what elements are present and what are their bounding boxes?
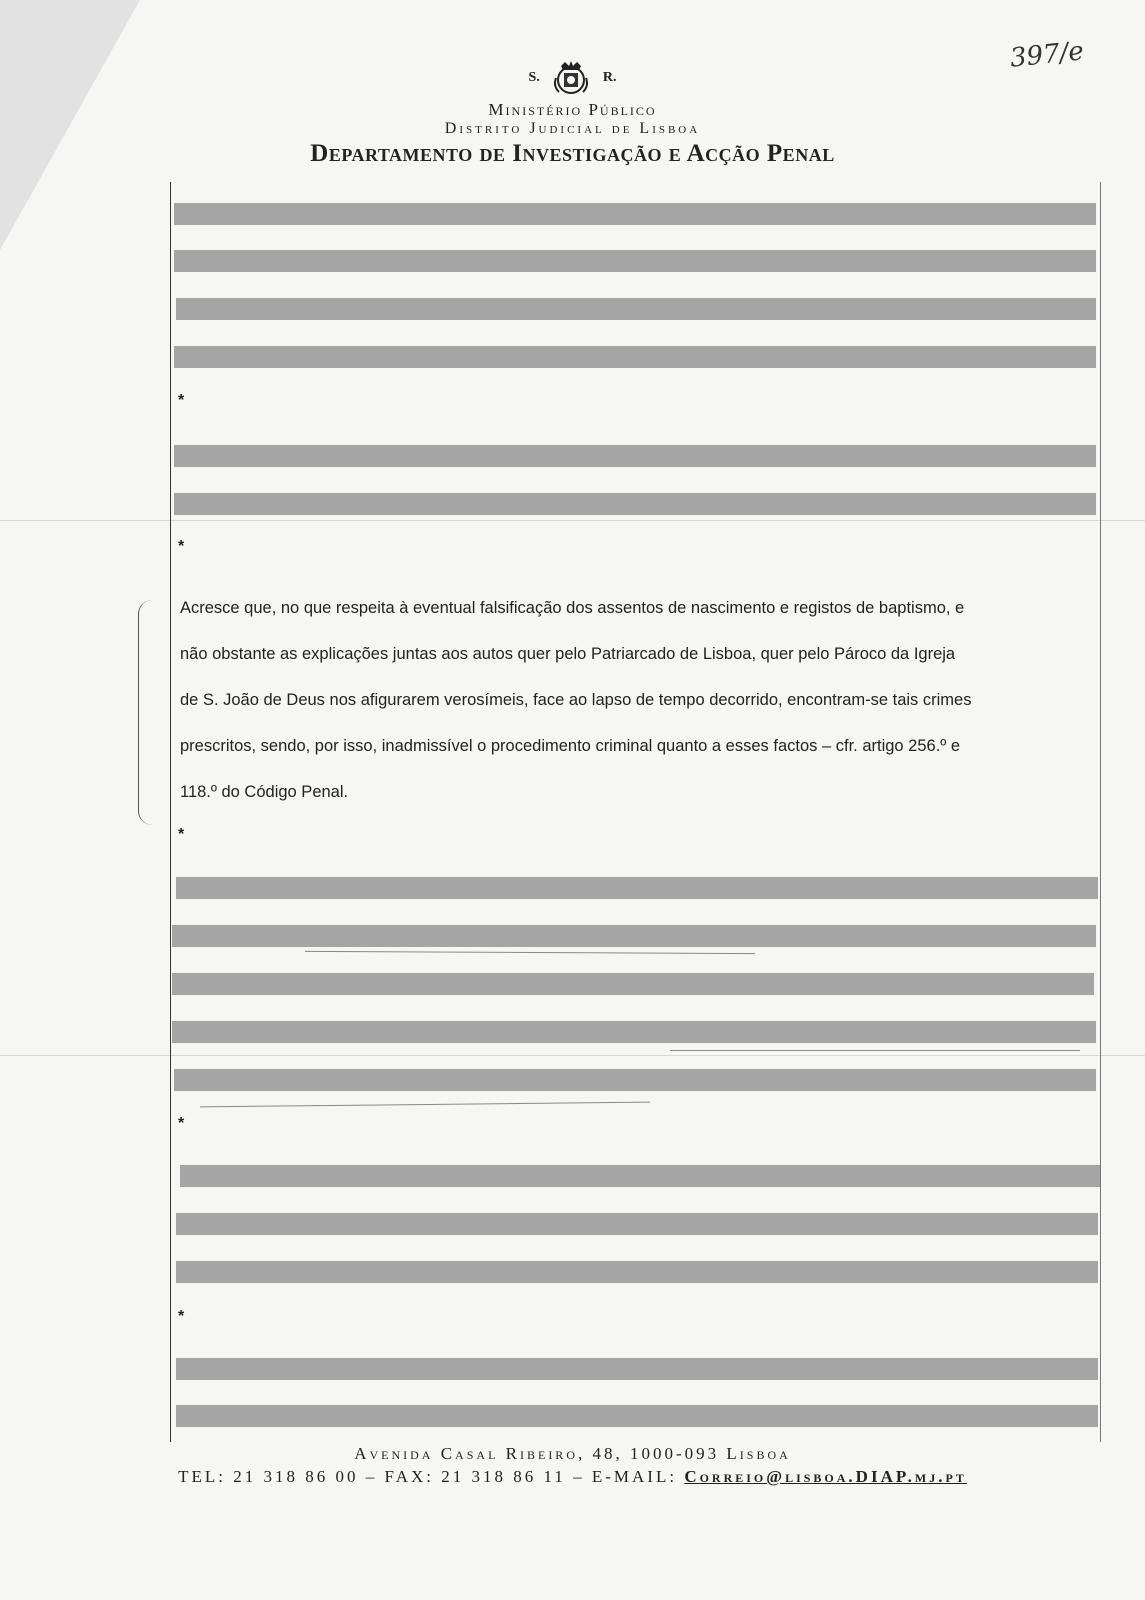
letterhead-s: S. (528, 70, 540, 85)
redaction-bar (176, 877, 1098, 899)
redaction-bar (172, 925, 1096, 947)
department-name: Departamento de Investigação e Acção Penal (310, 140, 835, 167)
redaction-bar (176, 1405, 1098, 1427)
redaction-bar (174, 346, 1096, 368)
section-separator: * (178, 1308, 185, 1325)
coat-of-arms-icon (551, 58, 591, 98)
footer-phone-fax: TEL: 21 318 86 00 – FAX: 21 318 86 11 – E-MAIL: (178, 1467, 678, 1486)
redaction-bar (172, 1021, 1096, 1043)
paragraph-line: Acresce que, no que respeita à eventual falsificação dos assentos de nascimento e registos de baptismo, e (180, 599, 965, 617)
section-separator: * (178, 826, 185, 843)
margin-bracket-mark (138, 600, 155, 825)
footer-email-link[interactable]: Correio@lisboa.DIAP.mj.pt (684, 1467, 967, 1486)
paragraph-line: de S. João de Deus nos afigurarem verosímeis, face ao lapso de tempo decorrido, encontram-se tais crimes (180, 691, 972, 709)
redaction-bar (180, 1165, 1100, 1187)
stray-pen-mark (670, 1050, 1080, 1051)
stray-pen-mark (305, 951, 755, 954)
letterhead-r: R. (602, 70, 617, 85)
stray-pen-mark (200, 1102, 650, 1108)
redaction-bar (174, 493, 1096, 515)
footer-contact (0, 1467, 1145, 1487)
body-paragraph (180, 585, 1090, 815)
ministry-name: Ministério Público (488, 100, 657, 119)
district-name: Distrito Judicial de Lisboa (444, 120, 701, 137)
paper-fold-line (0, 520, 1145, 521)
section-separator: * (178, 538, 185, 555)
section-separator: * (178, 392, 185, 409)
redaction-bar (174, 1069, 1096, 1091)
text-frame-right-border (1100, 182, 1101, 1442)
redaction-bar (174, 445, 1096, 467)
redaction-bar (176, 1261, 1098, 1283)
redaction-bar (176, 1213, 1098, 1235)
footer-address: Avenida Casal Ribeiro, 48, 1000-093 Lisboa (354, 1444, 791, 1463)
redaction-bar (172, 973, 1094, 995)
redaction-bar (176, 1358, 1098, 1380)
redaction-bar (176, 298, 1096, 320)
paragraph-line: não obstante as explicações juntas aos autos quer pelo Patriarcado de Lisboa, quer pelo Pároco da Igreja (180, 645, 956, 663)
letterhead-emblem-row (0, 58, 1145, 98)
paper-fold-line (0, 1055, 1145, 1056)
paragraph-line: prescritos, sendo, por isso, inadmissível o procedimento criminal quanto a esses factos – cfr. artigo 256.º e (180, 737, 961, 755)
letterhead (0, 58, 1145, 168)
redaction-bar (174, 203, 1096, 225)
section-separator: * (178, 1115, 185, 1132)
redaction-bar (174, 250, 1096, 272)
paragraph-line: 118.º do Código Penal. (180, 783, 349, 801)
handwritten-page-number: 397/e (1008, 36, 1086, 74)
text-frame-left-border (170, 182, 171, 1442)
